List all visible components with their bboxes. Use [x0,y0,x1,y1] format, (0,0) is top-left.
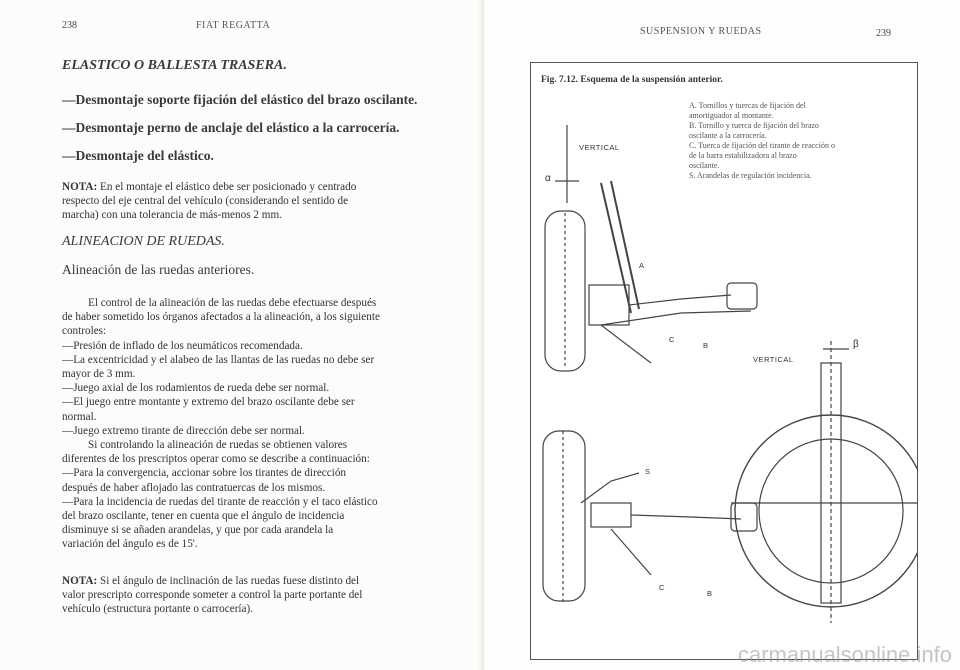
body-line: —El juego entre montante y extremo del brazo oscilante debe ser [62,396,355,409]
nota-1-label: NOTA: [62,181,98,193]
label-vertical-top: VERTICAL [579,143,620,152]
body-line: del brazo oscilante, tener en cuenta que el ángulo de incidencia [62,510,345,523]
legend-line: oscilante a la carrocería. [689,131,767,140]
lower-arm-top [601,311,751,325]
nota-1 [62,180,450,223]
nota-1-line: respecto del eje central del vehículo (considerando el sentido de [62,195,349,208]
hub-top [589,285,629,325]
cv-joint-top [727,283,757,309]
body-line: de haber sometido los órganos afectados a la alineación, a los siguiente [62,311,380,324]
body-line: después de haber aflojado las contratuercas de los mismos. [62,481,326,494]
nota-2-line: vehículo (estructura portante o carrocería). [62,603,254,616]
body-line: variación del ángulo es de 15'. [62,538,198,551]
nota-1-line: marcha) con una tolerancia de más-menos 2 mm. [62,209,282,222]
legend-line: A. Tornillos y tuercas de fijación del [689,101,806,110]
figure-7-12 [530,62,918,660]
wheel-bottom-outline [543,431,585,601]
body-line: —Presión de inflado de los neumáticos recomendada. [62,339,303,352]
nota-2-line: valor prescripto corresponde someter a control la parte portante del [62,589,363,602]
label-alpha: α [545,173,552,184]
drive-shaft-top [629,295,731,305]
body-line: —Juego axial de los rodamientos de rueda debe ser normal. [62,382,330,395]
label-c-top: C [669,335,675,344]
body-line: disminuye si se añaden arandelas, y que por cada arandela la [62,524,334,537]
nota-1-line: En el montaje el elástico debe ser posicionado y centrado [100,181,357,193]
label-b-top: B [703,341,709,350]
body-line: diferentes de los prescriptos operar como se describe a continuación: [62,453,370,466]
legend-line: S. Arandelas de regulación incidencia. [689,171,812,180]
wheel-front-outer [735,415,917,607]
left-page-number: 238 [62,20,77,31]
body-line: controles: [62,325,107,338]
tie-rod-top [601,325,651,363]
legend-line: C. Tuerca de fijación del tirante de reacción o [689,141,835,150]
body-line: Si controlando la alineación de ruedas se obtienen valores [88,439,348,452]
lower-arm-bottom [611,529,651,575]
body-line: El control de la alineación de las ruedas debe efectuarse después [88,297,377,309]
subheading-front-alignment: Alineación de las ruedas anteriores. [62,262,255,277]
heading-rear-spring: ELASTICO O BALLESTA TRASERA. [62,58,287,73]
label-b-bottom: B [707,589,713,598]
step-remove-spring-support: —Desmontaje soporte fijación del elástico del brazo oscilante. [62,92,418,107]
label-a: A [639,261,645,270]
alignment-body [62,296,450,552]
suspension-schematic [531,63,917,659]
right-page-number: 239 [876,28,891,39]
body-line: mayor de 3 mm. [62,368,136,381]
heading-wheel-alignment: ALINEACION DE RUEDAS. [62,234,225,249]
label-c-bottom: C [659,583,665,592]
nota-2 [62,574,450,617]
right-page [484,0,960,670]
legend-line: B. Tornillo y tuerca de fijación del brazo [689,121,819,130]
body-line: —Para la incidencia de ruedas del tirante de reacción y el taco elástico [62,495,378,508]
label-s: S [645,467,651,476]
step-remove-spring: —Desmontaje del elástico. [62,148,214,163]
label-vertical-right: VERTICAL [753,355,794,364]
watermark-text: carmanualsonline.info [737,642,952,667]
right-running-head: SUSPENSION Y RUEDAS [640,26,762,37]
hub-bottom [591,503,631,527]
body-line: —La excentricidad y el alabeo de las llantas de las ruedas no debe ser [62,353,375,366]
strut-bottom [581,473,639,503]
left-running-head: FIAT REGATTA [196,20,271,31]
legend-line: amortiguador al montante. [689,111,774,120]
drive-shaft-bottom [631,515,741,519]
legend-line: oscilante. [689,161,720,170]
step-remove-anchor-bolt: —Desmontaje perno de anclaje del elástico a la carrocería. [62,120,400,135]
body-line: —Juego extremo tirante de dirección debe ser normal. [62,424,305,437]
nota-2-line: Si el ángulo de inclinación de las ruedas fuese distinto del [100,575,360,587]
figure-caption: Fig. 7.12. Esquema de la suspensión anterior. [541,75,723,85]
label-beta: β [853,339,860,350]
nota-2-label: NOTA: [62,575,98,587]
body-line: —Para la convergencia, accionar sobre los tirantes de dirección [62,467,347,480]
legend-line: de la barra estabilizadora al brazo [689,151,797,160]
body-line: normal. [62,410,97,423]
